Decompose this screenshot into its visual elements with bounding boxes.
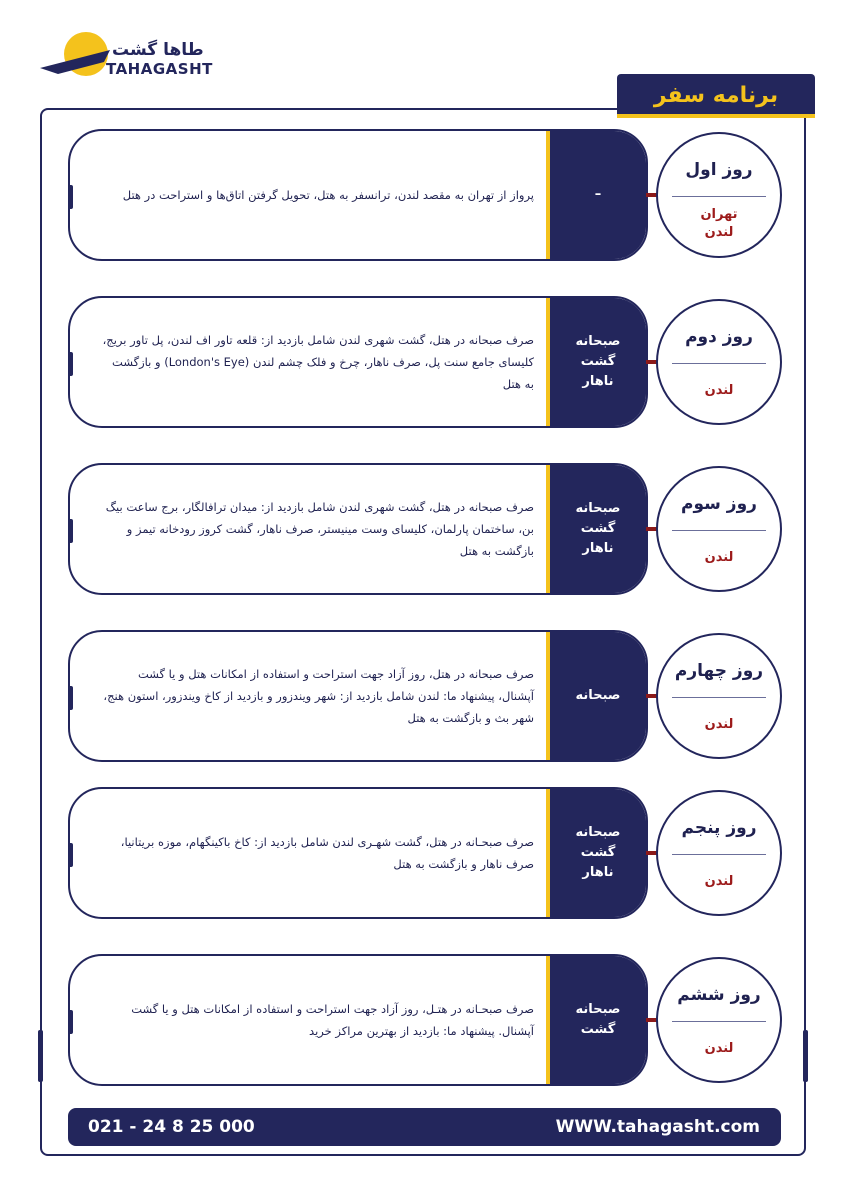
page-title: برنامه سفر	[653, 83, 779, 108]
day-city: تهران لندن	[700, 207, 738, 240]
card-tick	[68, 1010, 73, 1034]
day-divider	[672, 363, 766, 364]
meal-box: صبحانه گشت ناهار	[546, 298, 646, 426]
day-city: لندن	[704, 550, 734, 565]
day-divider	[672, 196, 766, 197]
day-city: لندن	[704, 1041, 734, 1056]
day-name: روز دوم	[685, 327, 753, 347]
brand-name-en: TAHAGASHT	[106, 60, 213, 78]
day-card-6	[68, 954, 648, 1086]
day-card-3	[68, 463, 648, 595]
day-description: پرواز از تهران به مقصد لندن، ترانسفر به هتل، تحویل گرفتن اتاق‌ها و استراحت در هتل	[122, 188, 534, 202]
day-circle-1	[656, 132, 782, 258]
meal-box: –	[546, 131, 646, 259]
day-card-4	[68, 630, 648, 762]
day-card-5	[68, 787, 648, 919]
day-description: صرف صبحانه در هتل، گشت شهری لندن شامل بازدید از: قلعه تاور اف لندن، پل تاور بریج، کلیسای جامع سنت پل، صرف ناهار، چرخ و فلک چشم لندن (London's Eye) و بازگشت به هتل	[102, 333, 534, 391]
frame-tick-left	[38, 1030, 43, 1082]
day-city: لندن	[704, 383, 734, 398]
meal-box: صبحانه گشت ناهار	[546, 789, 646, 917]
day-name: روز ششم	[677, 985, 761, 1005]
card-tick	[68, 519, 73, 543]
day-city: لندن	[704, 874, 734, 889]
day-description: صرف صبحـانه در هتل، گشت شهـری لندن شامل بازدید از: کاخ باکینگهام، موزه بریتانیا، صرف ناهار و بازگشت به هتل	[120, 835, 534, 871]
day-name: روز سوم	[681, 494, 757, 514]
day-divider	[672, 530, 766, 531]
meal-box: صبحانه گشت ناهار	[546, 465, 646, 593]
brand-name-fa: طاها گشت	[112, 40, 204, 60]
day-description: صرف صبحانه در هتل، گشت شهری لندن شامل بازدید از: میدان ترافالگار، برج ساعت بیگ بن، ساختمان پارلمان، کلیسای وست مینیستر، صرف ناهار، گشت کروز رودخانه تیمز و بازگشت به هتل	[105, 500, 534, 558]
day-card-1	[68, 129, 648, 261]
day-circle-4	[656, 633, 782, 759]
card-tick	[68, 185, 73, 209]
day-divider	[672, 854, 766, 855]
day-name: روز پنجم	[681, 818, 757, 838]
day-circle-6	[656, 957, 782, 1083]
day-circle-2	[656, 299, 782, 425]
phone-number[interactable]: 021 - 24 8 25 000	[88, 1117, 255, 1137]
day-circle-3	[656, 466, 782, 592]
day-description: صرف صبحـانه در هتـل، روز آزاد جهت استراحت و استفاده از امکانات هتل و یا گشت آپشنال. پیشنهاد ما: بازدید از بهترین مراکز خرید	[131, 1002, 534, 1038]
frame-tick-right	[803, 1030, 808, 1082]
day-description: صرف صبحانه در هتل، روز آزاد جهت استراحت و استفاده از امکانات هتل و یا گشت آپشنال، پیشنهاد ما: لندن شامل بازدید از: شهر ویندزور و بازدید از کاخ ویندزور، استون هنج، شهر بث و بازگشت به هتل	[103, 667, 534, 725]
website-link[interactable]: WWW.tahagasht.com	[555, 1117, 760, 1137]
meal-box: صبحانه	[546, 632, 646, 760]
meal-box: صبحانه گشت	[546, 956, 646, 1084]
card-tick	[68, 843, 73, 867]
day-name: روز اول	[685, 160, 753, 180]
day-divider	[672, 1021, 766, 1022]
day-divider	[672, 697, 766, 698]
day-card-2	[68, 296, 648, 428]
card-tick	[68, 352, 73, 376]
day-circle-5	[656, 790, 782, 916]
logo-mark-icon	[38, 28, 118, 88]
card-tick	[68, 686, 73, 710]
day-city: لندن	[704, 717, 734, 732]
day-name: روز چهارم	[674, 661, 764, 681]
